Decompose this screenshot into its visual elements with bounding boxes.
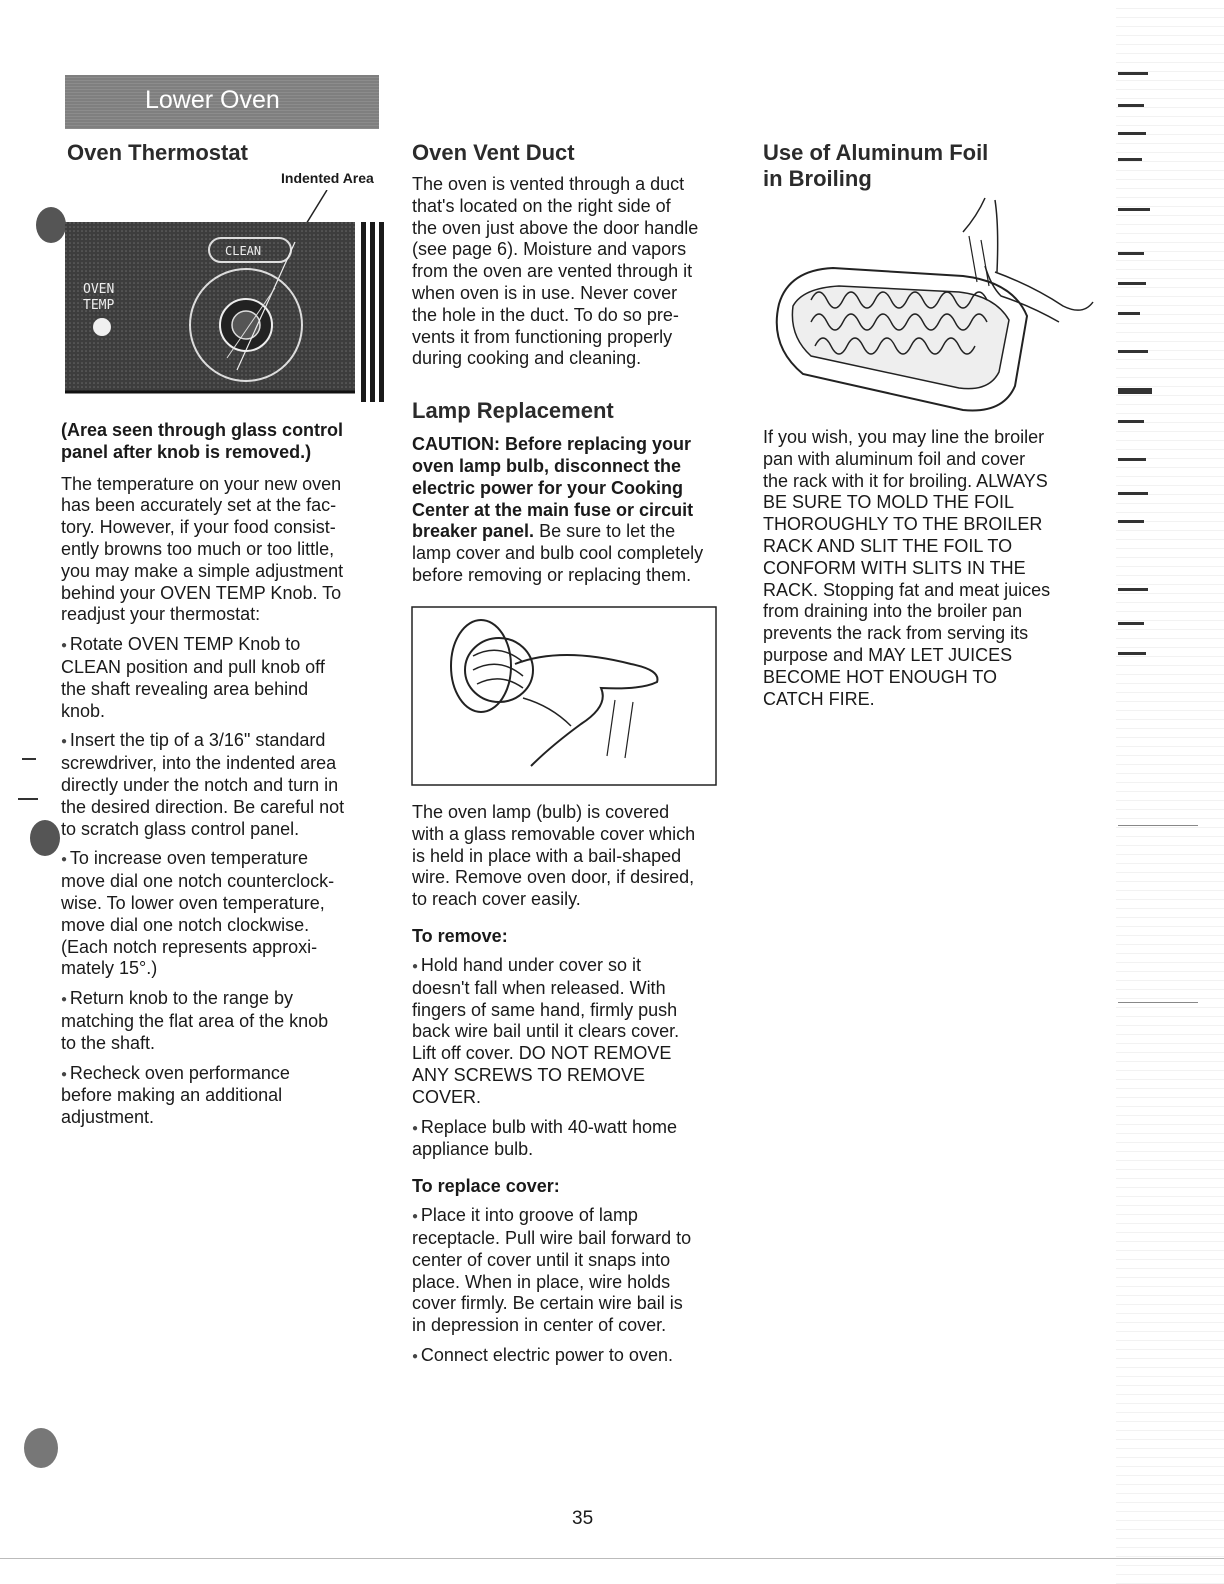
heading-oven-vent-duct: Oven Vent Duct [412,140,575,165]
heading-to-remove: To remove: [412,925,508,946]
broiler-pan-figure [763,196,1103,426]
heading-aluminum-foil: Use of Aluminum Foil [763,140,989,165]
replace-line: ● Connect electric power to oven. [412,1345,730,1368]
margin-mark [1118,492,1148,495]
margin-mark [1118,588,1148,591]
intro-line: ently browns too much or too little, [61,538,335,559]
foil-text [763,427,1093,710]
foil-line: CATCH FIRE. [763,688,875,709]
remove-line: back wire bail until it clears cover. [412,1021,680,1042]
margin-mark [1118,825,1198,826]
foil-line: THOROUGHLY TO THE BROILER [763,514,1043,535]
bullet-line: ● Recheck oven performance [61,1063,381,1086]
remove-line: fingers of same hand, firmly push [412,999,678,1020]
bullet-line: knob. [61,700,106,721]
vent-line: that's located on the right side of [412,195,671,216]
vent-line: (see page 6). Moisture and vapors [412,239,687,260]
margin-mark [1118,520,1144,523]
thermostat-text [61,420,381,1129]
remove-line: doesn't fall when released. With [412,977,666,998]
replace-line: receptacle. Pull wire bail forward to [412,1227,692,1248]
margin-mark [1118,132,1146,135]
scan-margin-artifact [1116,0,1224,1584]
margin-mark [1118,388,1152,394]
margin-mark [1118,420,1144,423]
margin-mark [1118,350,1148,353]
section-title: Lower Oven [145,86,280,114]
margin-mark [1118,458,1146,461]
lamp-line: with a glass removable cover which [412,823,696,844]
bullet-line: screwdriver, into the indented area [61,753,337,774]
foil-line: If you wish, you may line the broiler [763,427,1045,447]
margin-mark [1118,72,1148,75]
figure-caption: (Area seen through glass control [61,420,344,440]
caution-line [412,521,730,543]
margin-dash [22,758,36,760]
foil-line: BE SURE TO MOLD THE FOIL [763,492,1015,513]
bullet-line: to scratch glass control panel. [61,818,300,839]
bullet-line: move dial one notch counterclock- [61,871,335,892]
lamp-line: The oven lamp (bulb) is covered [412,802,670,822]
bullet-line: matching the flat area of the knob [61,1010,329,1031]
remove-line: ANY SCREWS TO REMOVE [412,1064,646,1085]
remove-line: Lift off cover. DO NOT REMOVE [412,1043,672,1064]
heading-oven-thermostat: Oven Thermostat [67,140,248,165]
bullet-line: mately 15°.) [61,958,158,979]
remove-line: ● Hold hand under cover so it [412,955,730,978]
foil-line: pan with aluminum foil and cover [763,448,1026,469]
oven-label: OVEN [83,282,115,297]
bullet-line: to the shaft. [61,1032,156,1053]
lamp-line: wire. Remove oven door, if desired, [412,867,695,888]
replace-line: center of cover until it snaps into [412,1249,671,1270]
foil-line: RACK. Stopping fat and meat juices [763,579,1051,600]
margin-mark [1118,1002,1198,1003]
margin-mark [1118,652,1146,655]
figure-caption: panel after knob is removed.) [61,441,312,462]
caution-line: lamp cover and bulb cool completely [412,543,704,564]
binder-hole-mark [24,1428,58,1468]
foil-line: from draining into the broiler pan [763,601,1023,622]
column-oven-thermostat [57,140,382,1128]
column-aluminum-foil [763,140,1093,709]
intro-line: readjust your thermostat: [61,604,261,625]
margin-mark [1118,252,1144,255]
column-vent-and-lamp [412,140,730,1365]
caution-line: before removing or replacing them. [412,564,692,585]
heading-to-replace-cover: To replace cover: [412,1176,560,1197]
bullet-line: (Each notch represents approxi- [61,936,318,957]
bullet-line: the desired direction. Be careful not [61,796,345,817]
foil-line: the rack with it for broiling. ALWAYS [763,470,1048,491]
remove-line: ● Replace bulb with 40-watt home [412,1117,730,1140]
bullet-line: move dial one notch clockwise. [61,914,310,935]
margin-mark [1118,104,1144,107]
heading-lamp-replacement: Lamp Replacement [412,398,614,424]
remove-line: appliance bulb. [412,1139,534,1160]
vent-line: when oven is in use. Never cover [412,282,678,303]
margin-mark [1118,622,1144,625]
intro-line: you may make a simple adjustment [61,560,344,581]
vent-line: the hole in the duct. To do so pre- [412,304,679,325]
vent-line: from the oven are vented through it [412,261,693,282]
replace-line: cover firmly. Be certain wire bail is [412,1293,683,1314]
foil-line: purpose and MAY LET JUICES [763,644,1013,665]
bullet-line: ● Return knob to the range by [61,988,381,1011]
intro-line: The temperature on your new oven [61,473,342,494]
caution-bold: breaker panel. [412,521,535,542]
page-number: 35 [572,1508,594,1529]
caution-line: Center at the main fuse or circuit [412,499,694,520]
caution-line: electric power for your Cooking [412,477,684,498]
margin-mark [1118,282,1146,285]
intro-line: behind your OVEN TEMP Knob. To [61,582,342,603]
bullet-line: before making an additional [61,1085,283,1106]
bullet-line: CLEAN position and pull knob off [61,656,325,677]
heading-aluminum-foil: in Broiling [763,166,872,191]
caution-rest: Be sure to let the [534,521,676,542]
vent-line: the oven just above the door handle [412,217,699,238]
clean-label: CLEAN [225,244,262,258]
vent-line: during cooking and cleaning. [412,348,642,369]
bullet-line: ● Insert the tip of a 3/16" standard [61,730,381,753]
margin-mark [1118,158,1142,161]
lamp-instructions [412,802,730,1368]
lamp-line: to reach cover easily. [412,889,581,910]
remove-line: COVER. [412,1086,482,1107]
caution-line: oven lamp bulb, disconnect the [412,455,682,476]
intro-line: has been accurately set at the fac- [61,495,337,516]
foil-line: BECOME HOT ENOUGH TO [763,666,998,687]
replace-line: ● Place it into groove of lamp [412,1205,730,1228]
binder-hole-mark [30,820,60,856]
caution-line: CAUTION: Before replacing your [412,434,692,455]
foil-line: RACK AND SLIT THE FOIL TO [763,535,1013,556]
figure-callout: Indented Area [281,170,374,186]
intro-line: tory. However, if your food consist- [61,517,336,538]
bullet-line: adjustment. [61,1107,155,1128]
bullet-line: ● Rotate OVEN TEMP Knob to [61,634,381,657]
bullet-line: wise. To lower oven temperature, [61,892,325,913]
margin-dash [18,798,38,800]
bullet-line: ● To increase oven temperature [61,848,381,871]
section-header-bar [65,75,379,129]
vent-line: vents it from functioning properly [412,326,673,347]
page-bottom-edge [0,1558,1224,1559]
foil-line: CONFORM WITH SLITS IN THE [763,557,1026,578]
bullet-line: the shaft revealing area behind [61,678,309,699]
foil-line: prevents the rack from serving its [763,623,1029,644]
bullet-line: directly under the notch and turn in [61,774,339,795]
vent-line: The oven is vented through a duct [412,174,685,194]
temp-label: TEMP [83,298,115,313]
lamp-line: is held in place with a bail-shaped [412,845,682,866]
margin-mark [1118,312,1140,315]
replace-line: in depression in center of cover. [412,1315,667,1336]
lamp-cover-figure [411,606,717,786]
replace-line: place. When in place, wire holds [412,1271,671,1292]
margin-mark [1118,208,1150,211]
